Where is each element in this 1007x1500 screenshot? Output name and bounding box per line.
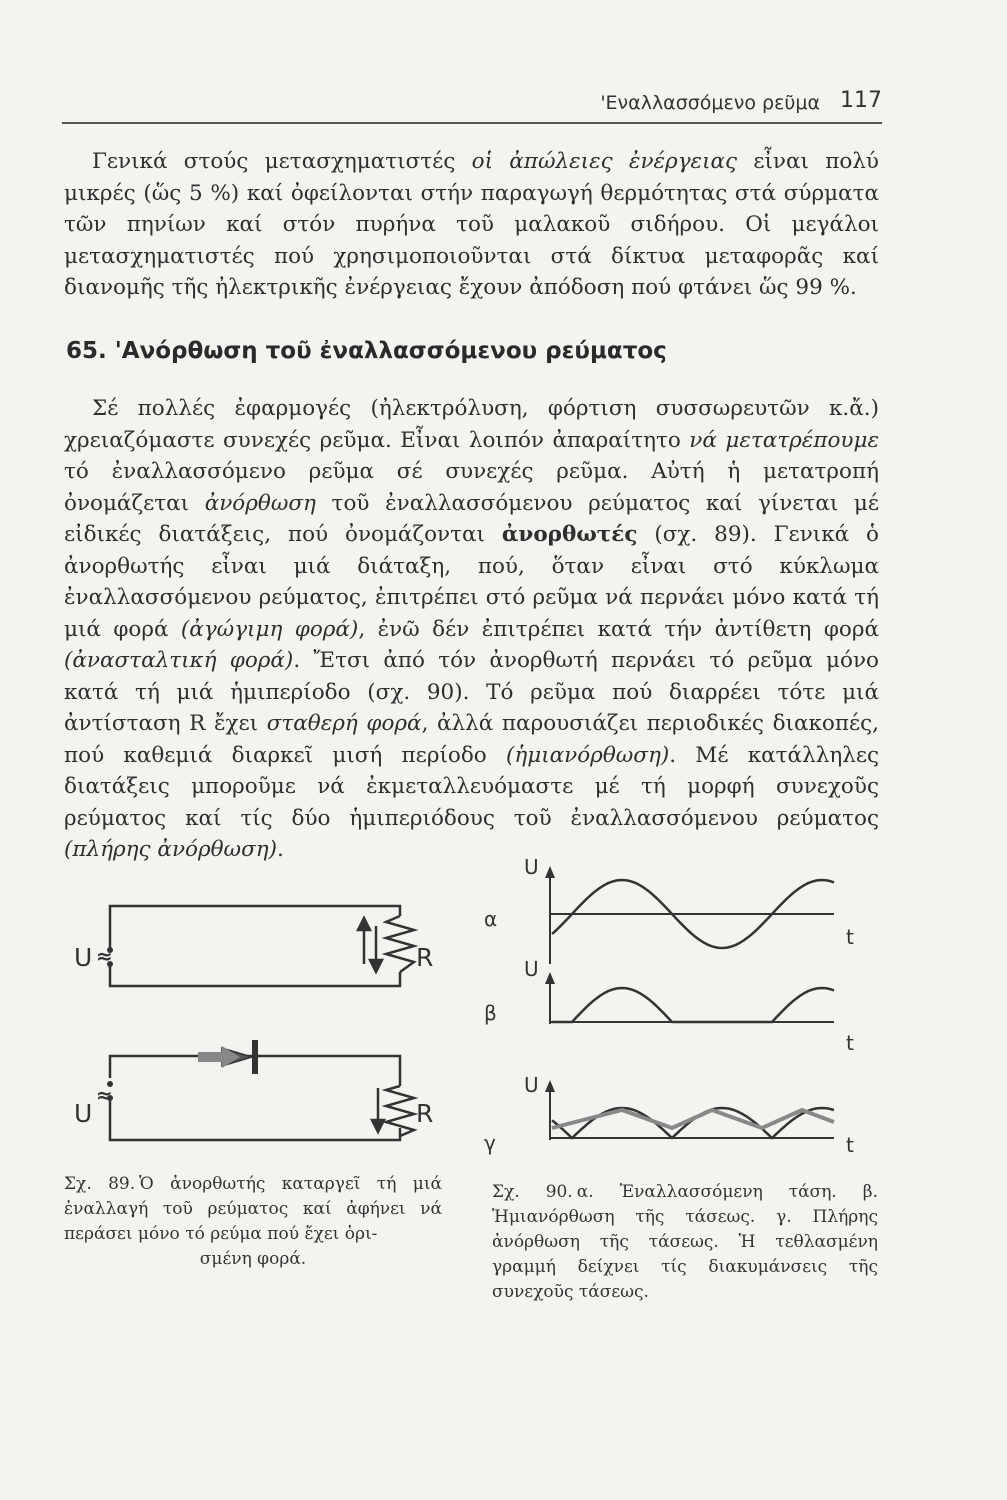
- circuit-rectifier: [110, 1056, 414, 1140]
- text-run: τοῦ ἐναλλασσόμενου ρεύματος καί γίνεται μέ εἰδικές διατάξεις, πού ὀνομάζονται: [64, 490, 880, 547]
- paragraph-transformer-losses: [64, 146, 879, 304]
- text-run: . Μέ κατάλληλες διατάξεις μποροῦμε νά ἐκμεταλλευόμαστε μέ τή μορφή συνεχοῦς ρεύματος καί τίς δύο ἡμιπεριόδους τοῦ ἐναλλασσόμενου ρεύματος: [64, 742, 880, 831]
- panel-label-c: γ: [484, 1131, 496, 1155]
- emphasis-run: (ἀνασταλτική φορά): [64, 648, 294, 673]
- running-header: [62, 88, 882, 124]
- section-number: 65.: [66, 338, 107, 364]
- u-axis-arrowhead: [545, 972, 555, 984]
- u-axis-arrowhead: [545, 1080, 555, 1092]
- axis-u-label: U: [524, 1073, 539, 1097]
- emphasis-run: οἱ ἀπώλειες ἐνέργειας: [471, 149, 738, 174]
- section-title: 'Ανόρθωση τοῦ ἐναλλασσόμενου ρεύματος: [114, 338, 667, 364]
- text-run: , ἀλλά παρουσιάζει περιοδικές διακοπές, πού καθεμιά διαρκεῖ μισή περίοδο: [64, 711, 879, 768]
- axis-u-label: U: [524, 855, 539, 879]
- emphasis-run: σταθερή φορά: [266, 711, 422, 736]
- figure-89-caption: [64, 1172, 442, 1272]
- current-arrows-both: [358, 918, 382, 972]
- caption-text: α. Ἐναλλασσόμενη τάση. β. Ἡμιανόρθωση τῆς τάσεως. γ. Πλήρης ἀνόρθωση τῆς τάσεως. Ἡ τεθλασμένη γραμμή δείχνει τίς διακυμάνσεις τῆς συνεχοῦς τάσεως.: [492, 1182, 878, 1302]
- text-run: .: [277, 837, 284, 862]
- panel-label-b: β: [484, 1001, 497, 1025]
- u-axis-arrowhead: [545, 866, 555, 878]
- emphasis-run: ἀνόρθωση: [204, 490, 316, 516]
- waveform-half-wave: [552, 988, 834, 1022]
- resistor-label: R: [416, 943, 434, 972]
- figure-90-caption: [492, 1180, 878, 1305]
- resistor-zigzag: [386, 916, 414, 972]
- axis-t-label: t: [846, 925, 854, 949]
- emphasis-run: (ἡμιανόρθωση): [505, 742, 670, 768]
- page-number: 117: [840, 88, 882, 113]
- source-label: U: [74, 943, 93, 972]
- caption-text: Ὁ ἀνορθωτής καταργεῖ τή μιά ἐναλλαγή τοῦ ρεύματος καί ἀφήνει νά περάσει μόνο τό ρεύμα πού ἔχει ὁρι-: [64, 1174, 442, 1244]
- current-arrow-down: [372, 1088, 384, 1132]
- axis-t-label: t: [846, 1133, 854, 1157]
- bold-term: ἀνορθωτές: [501, 522, 638, 547]
- section-heading: [66, 338, 881, 364]
- source-label: U: [74, 1099, 93, 1128]
- text-run: Σέ πολλές ἐφαρμογές (ἠλεκτρόλυση, φόρτιση συσσωρευτῶν κ.ἄ.) χρειαζόμαστε συνεχές ρεῦμα. Εἶναι λοιπόν ἀπαραίτητο: [64, 396, 879, 453]
- caption-label: Σχ. 89.: [64, 1174, 136, 1194]
- resistor-label: R: [416, 1099, 434, 1128]
- caption-label: Σχ. 90.: [492, 1182, 573, 1202]
- text-run: (σχ. 89). Γενικά ὁ ἀνορθωτής εἶναι μιά διάταξη, πού, ὅταν εἶναι στό κύκλωμα ἐναλλασσόμενου ρεύματος, ἐπιτρέπει στό ρεῦμα νά περνάει μόνο κατά τή μιά φορά: [64, 522, 879, 642]
- panel-label-a: α: [484, 907, 498, 931]
- emphasis-run: νά μετατρέπουμε: [689, 427, 879, 453]
- ac-symbol: ≈: [96, 1083, 113, 1107]
- text-run: . Ἔτσι ἀπό τόν ἀνορθωτή περνάει τό ρεῦμα μόνο κατά τή μιά ἡμιπερίοδο (σχ. 90). Τό ρεῦμα πού διαρρέει τότε μιά ἀντίσταση R ἔχει: [64, 648, 879, 736]
- figure-90-waveforms: [472, 852, 882, 1172]
- emphasis-run: (πλήρης ἀνόρθωση): [64, 837, 278, 862]
- text-run: , ἐνῶ δέν ἐπιτρέπει κατά τήν ἀντίθετη φορά: [358, 616, 879, 642]
- ac-symbol: ≈: [96, 944, 113, 968]
- running-title: 'Εναλλασσόμενο ρεῦμα: [600, 92, 820, 114]
- axis-u-label: U: [524, 957, 539, 981]
- figure-89-circuits: [62, 890, 452, 1210]
- text-run: Γενικά στούς μετασχηματιστές: [92, 149, 472, 174]
- arrow-current-direction: [198, 1046, 240, 1068]
- circuit-ac-resistor: [110, 906, 414, 986]
- text-run: εἶναι πολύ μικρές (ὥς 5 %) καί ὀφείλονται στήν παραγωγή θερμότητας στά σύρματα τῶν πηνίων καί στόν πυρήνα τοῦ μαλακοῦ σιδήρου. Οἱ μεγάλοι μετασχηματιστές πού χρησιμοποιοῦνται στά δίκτυα μεταφορᾶς καί διανομῆς τῆς ἠλεκτρικῆς ἐνέργειας ἔχουν ἀπόδοση πού φτάνει ὥς 99 %.: [64, 149, 879, 300]
- paragraph-rectification: [64, 393, 879, 866]
- caption-last-line: σμένη φορά.: [199, 1249, 307, 1269]
- ripple-line: [552, 1110, 834, 1128]
- emphasis-run: (ἀγώγιμη φορά): [180, 616, 359, 642]
- axis-t-label: t: [846, 1031, 854, 1055]
- text-run: τό ἐναλλασσόμενο ρεῦμα σέ συνεχές ρεῦμα. Αὐτή ἡ μετατροπή ὀνομάζεται: [64, 459, 879, 516]
